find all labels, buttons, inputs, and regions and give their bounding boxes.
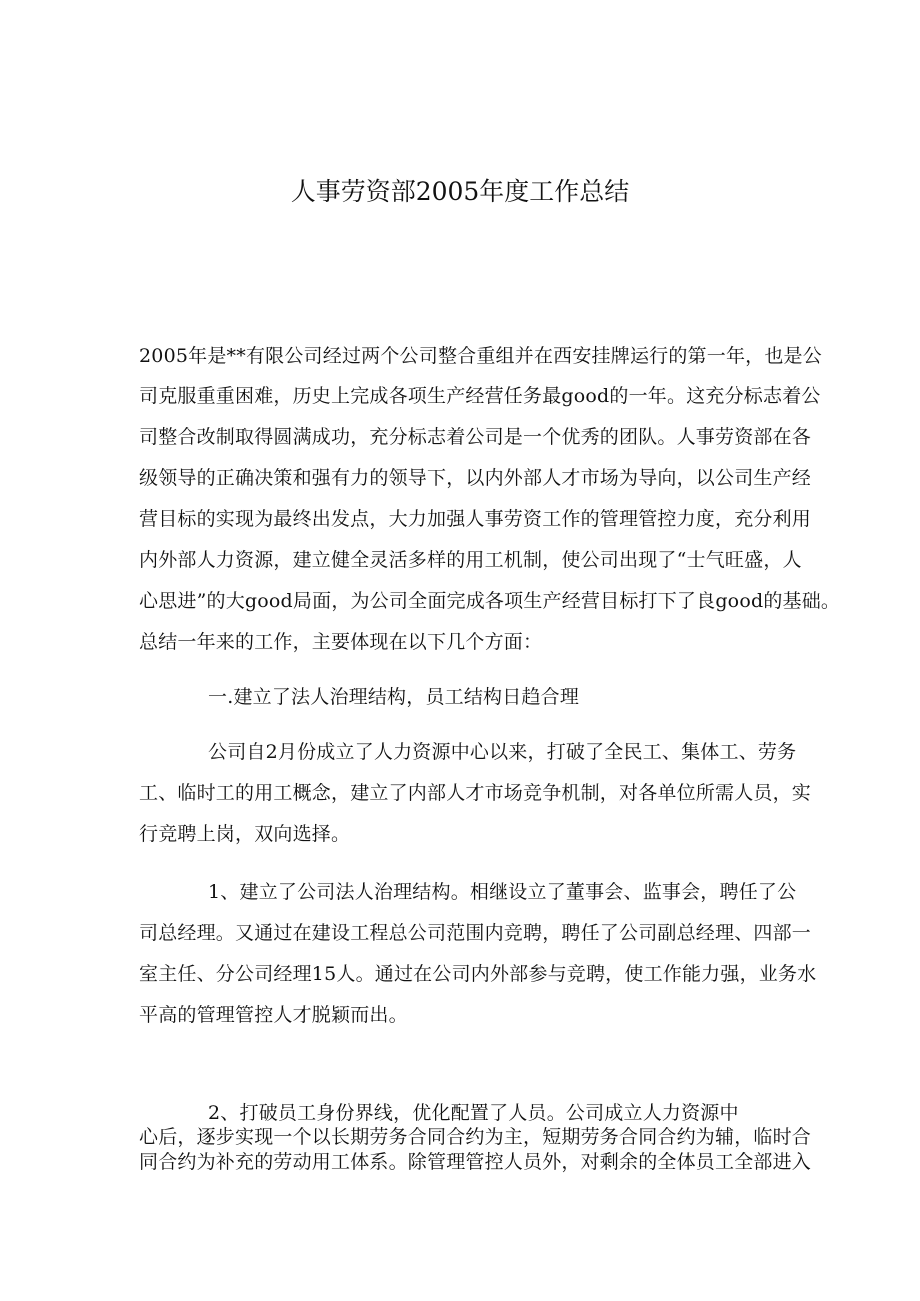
item-line: 室主任、分公司经理15人。通过在公司内外部参与竞聘，使工作能力强，业务水 bbox=[139, 963, 817, 985]
item-line: 1、建立了公司法人治理结构。相继设立了董事会、监事会，聘任了公 bbox=[208, 881, 797, 903]
item-line: 同合约为补充的劳动用工体系。除管理管控人员外，对剩余的全体员工全部进入 bbox=[139, 1151, 812, 1173]
item-line: 平高的管理管控人才脱颖而出。 bbox=[139, 1004, 408, 1026]
document-title: 人事劳资部2005年度工作总结 bbox=[290, 177, 630, 206]
intro-line: 营目标的实现为最终出发点，大力加强人事劳资工作的管理管控力度，充分利用 bbox=[139, 508, 812, 530]
intro-line: 总结一年来的工作，主要体现在以下几个方面： bbox=[139, 631, 543, 653]
item-line: 2、打破员工身份界线，优化配置了人员。公司成立人力资源中 bbox=[208, 1102, 739, 1124]
section-line: 行竞聘上岗，双向选择。 bbox=[139, 823, 351, 845]
intro-line: 2005年是**有限公司经过两个公司整合重组并在西安挂牌运行的第一年，也是公 bbox=[139, 345, 822, 367]
item-line: 心后，逐步实现一个以长期劳务合同合约为主，短期劳务合同合约为辅，临时合 bbox=[139, 1126, 812, 1148]
intro-line: 内外部人力资源，建立健全灵活多样的用工机制，使公司出现了“士气旺盛，人 bbox=[139, 549, 802, 571]
intro-line: 司整合改制取得圆满成功，充分标志着公司是一个优秀的团队。人事劳资部在各 bbox=[139, 426, 812, 448]
section-line: 公司自2月份成立了人力资源中心以来，打破了全民工、集体工、劳务 bbox=[208, 741, 797, 763]
item-line: 司总经理。又通过在建设工程总公司范围内竞聘，聘任了公司副总经理、四部一 bbox=[139, 922, 812, 944]
section-heading: 一.建立了法人治理结构，员工结构日趋合理 bbox=[208, 686, 580, 708]
intro-line: 级领导的正确决策和强有力的领导下，以内外部人才市场为导向，以公司生产经 bbox=[139, 467, 812, 489]
intro-line: 心思进”的大good局面，为公司全面完成各项生产经营目标打下了良good的基础。 bbox=[139, 590, 841, 612]
intro-line: 司克服重重困难，历史上完成各项生产经营任务最good的一年。这充分标志着公 bbox=[139, 385, 821, 407]
section-line: 工、临时工的用工概念，建立了内部人才市场竞争机制，对各单位所需人员，实 bbox=[139, 782, 812, 804]
